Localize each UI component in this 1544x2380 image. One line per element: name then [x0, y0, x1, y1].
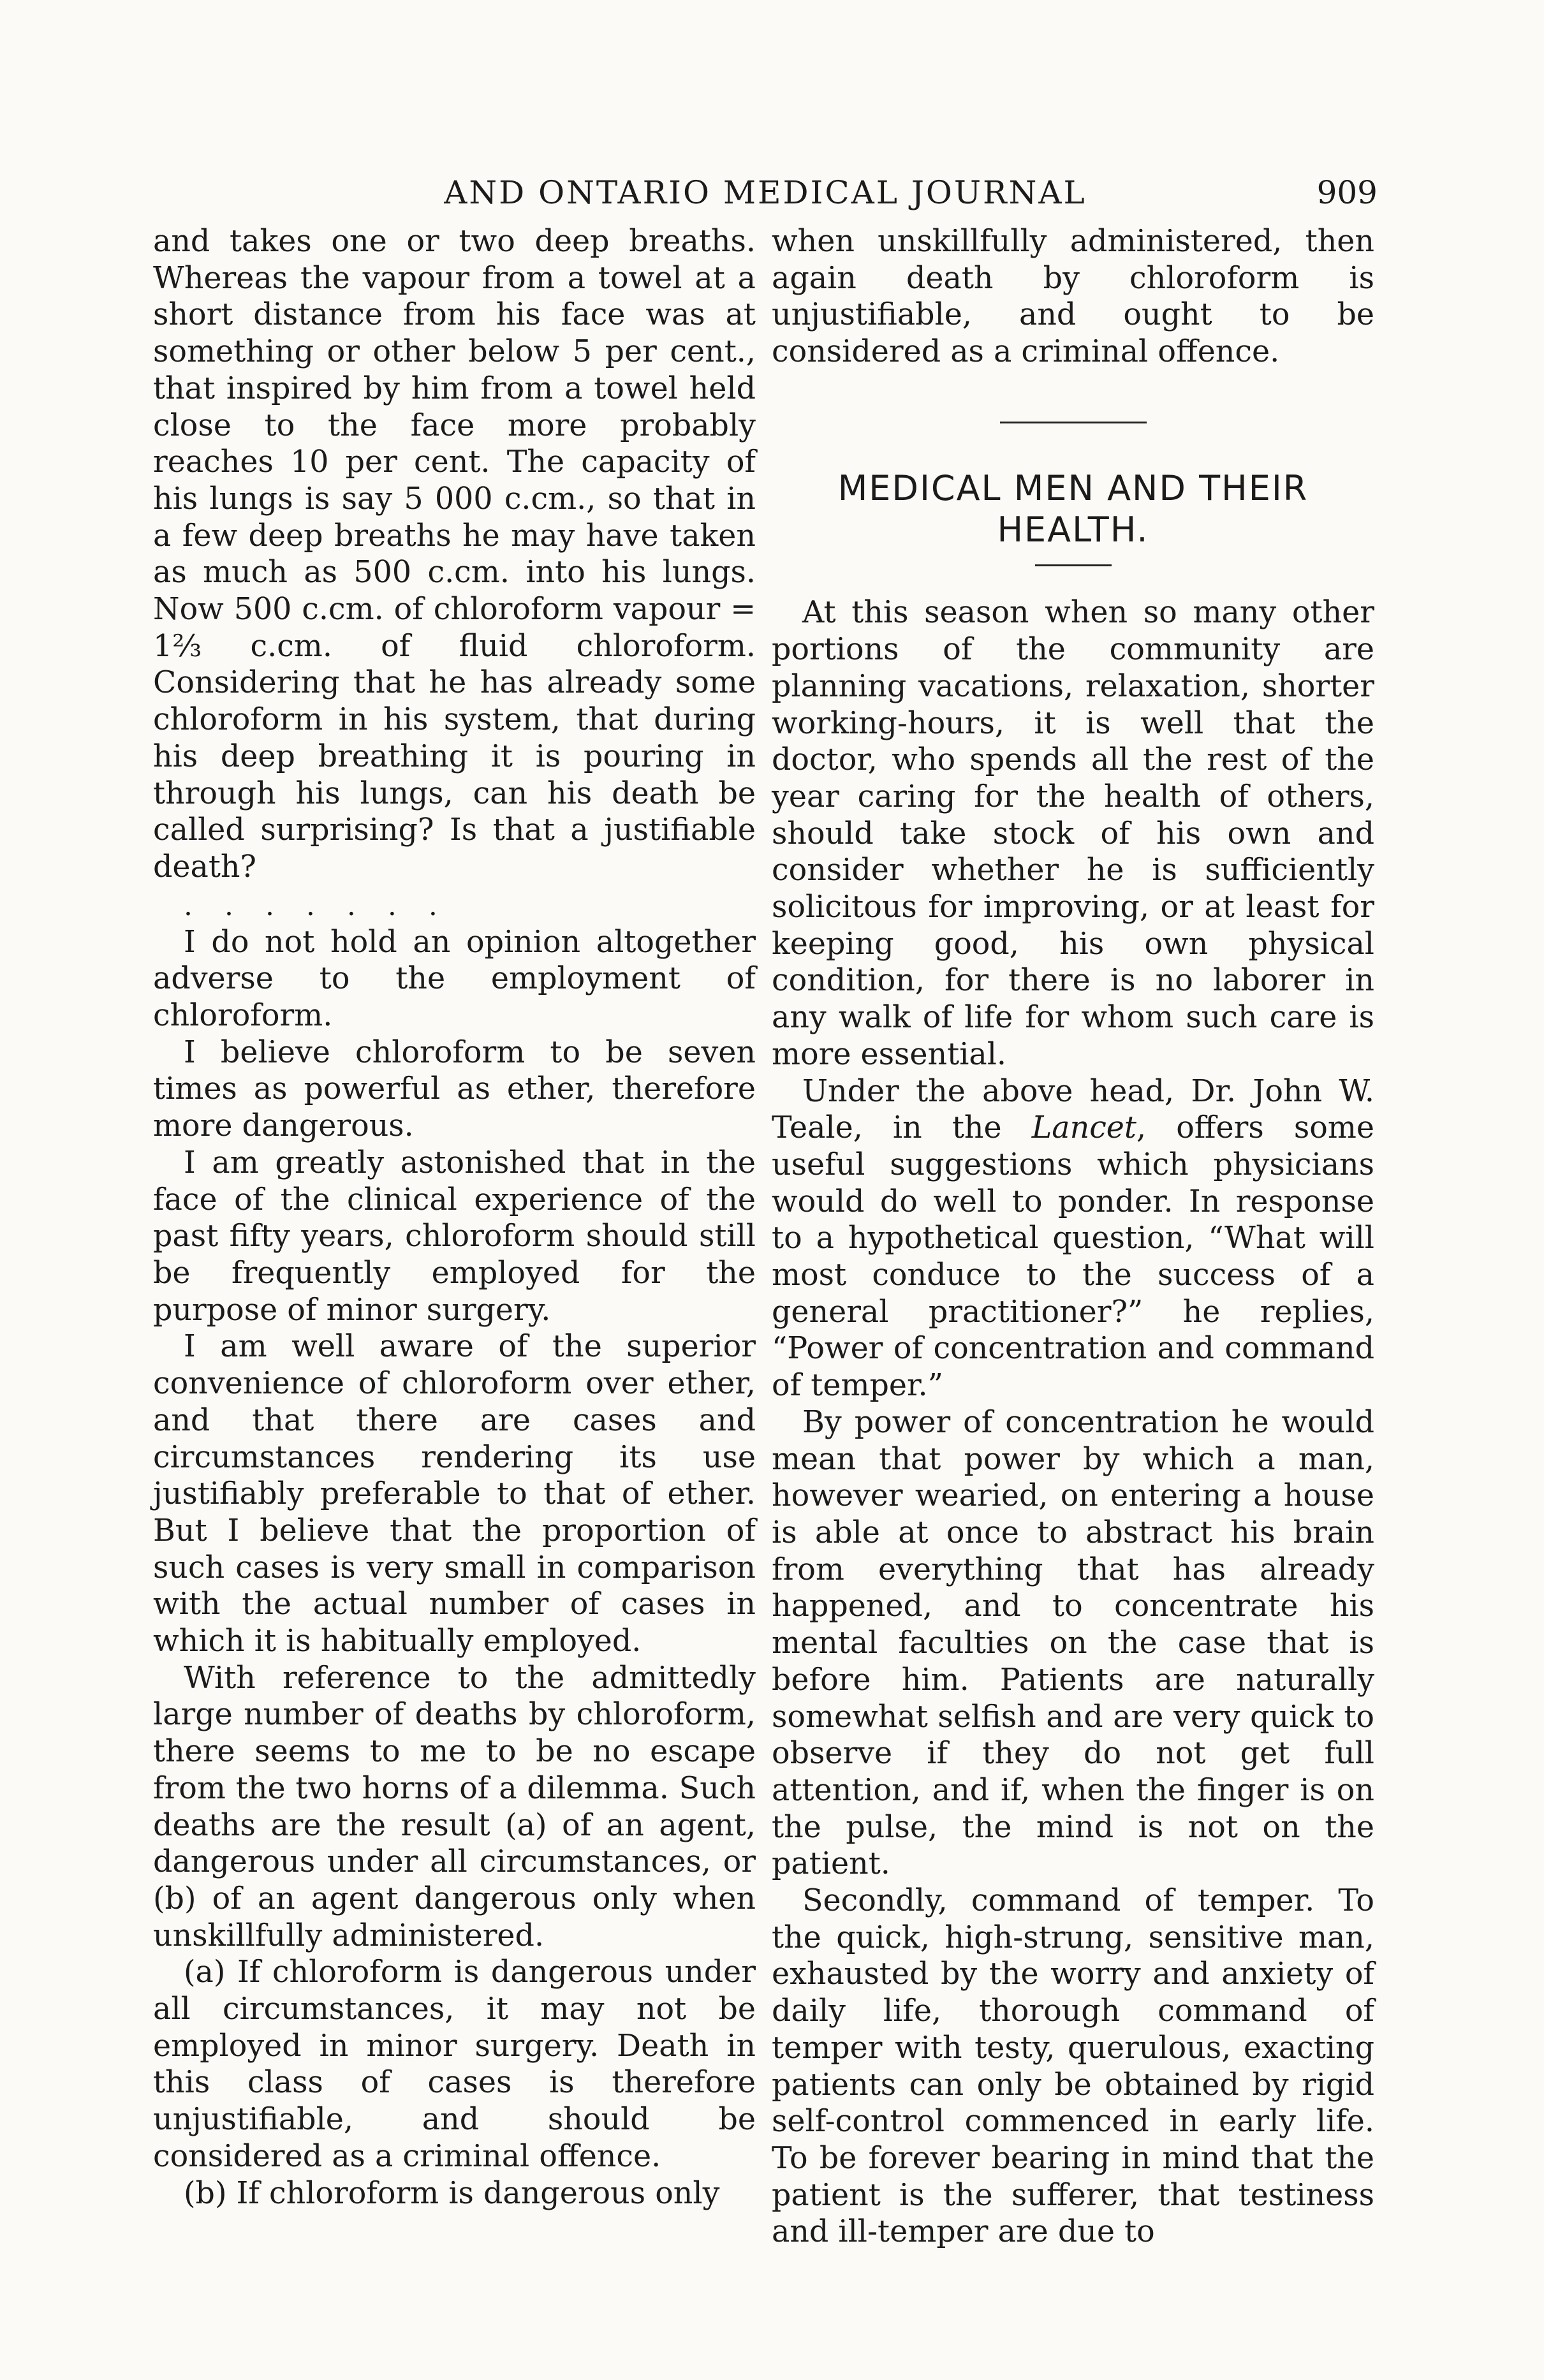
running-head: AND ONTARIO MEDICAL JOURNAL — [444, 174, 1087, 211]
paragraph: With reference to the admittedly large number of deaths by chloroform, there seems to me to be no escape from the two horns of a dilemma. Such deaths are the result (a) of an agent, dangerous under all circumstances, or (b) of an agent dangerous only when unskillfully administered. — [153, 1660, 756, 1953]
section-title-line-1: MEDICAL MEN AND THEIR — [837, 467, 1309, 508]
paragraph: I do not hold an opinion altogether adverse to the employment of chloroform. — [153, 924, 756, 1034]
text-run: Under the above head, Dr. John W. Teale, in the — [772, 1073, 1374, 1146]
paragraph: I am well aware of the superior convenience of chloroform over ether, and that there are cases and circumstances rendering its use justifiably preferable to that of ether. But I believe that the proportion of such cases is very small in comparison with the actual number of cases in which it is habitually employed. — [153, 1329, 756, 1659]
paragraph: Secondly, command of temper. To the quick, high-strung, sensitive man, exhausted by the worry and anxiety of daily life, thorough command of temper with testy, querulous, exacting patients can only be obtained by rigid self-control commenced in early life. To be forever bearing in mind that the patient is the sufferer, that testiness and ill-temper are due to — [772, 1883, 1374, 2250]
section-title — [772, 468, 1374, 551]
ellipsis-divider: . . . . . . . — [184, 889, 449, 922]
paragraph: At this season when so many other portions of the community are planning vacations, relaxation, shorter working-hours, it is well that the doctor, who spends all the rest of the year caring for the health of others, should take stock of his own and consider whether he is sufficiently solicitous for improving, or at least for keeping good, his own physical condition, for there is no laborer in any walk of life for whom such care is more essential. — [772, 595, 1374, 1072]
paragraph: I believe chloroform to be seven times as powerful as ether, therefore more dangerous. — [153, 1034, 756, 1144]
paragraph: By power of concentration he would mean that power by which a man, however wearied, on entering a house is able at once to abstract his brain from everything that has already happened, and to concentrate his mental faculties on the case that is before him. Patients are naturally somewhat selfish and are very quick to observe if they do not get full attention, and if, when the finger is on the pulse, the mind is not on the patient. — [772, 1404, 1374, 1882]
paragraph: when unskillfully administered, then again death by chloroform is unjustifiable, and ought to be considered as a criminal offence. — [772, 224, 1374, 370]
paragraph: and takes one or two deep breaths. Whereas the vapour from a towel at a short distance from his face was at something or other below 5 per cent., that inspired by him from a towel held close to the face more probably reaches 10 per cent. The capacity of his lungs is say 5 000 c.cm., so that in a few deep breaths he may have taken as much as 500 c.cm. into his lungs. Now 500 c.cm. of chloroform vapour = 1⅔ c.cm. of fluid chloroform. Considering that he has already some chloroform in his system, that during his deep breathing it is pouring in through his lungs, can his death be called surprising? Is that a justifiable death? — [153, 224, 756, 885]
paragraph — [772, 1073, 1374, 1404]
journal-title: Lancet — [1031, 1110, 1136, 1146]
section-title-line-2: HEALTH. — [997, 509, 1149, 550]
right-column — [772, 223, 1374, 2251]
paragraph: I am greatly astonished that in the face of the clinical experience of the past fifty years, chloroform should still be frequently employed for the purpose of minor surgery. — [153, 1145, 756, 1328]
text-run: , offers some useful suggestions which physicians would do well to ponder. In response to a hypothetical question, “What will most conduce to the success of a general practitioner?” he replies, “Power of concentration and command of temper.” — [772, 1110, 1374, 1404]
paragraph: (b) If chloroform is dangerous only — [184, 2175, 720, 2211]
page-number: 909 — [1316, 174, 1378, 211]
page-header — [153, 167, 1378, 218]
left-column — [153, 223, 756, 2212]
title-underline — [1035, 564, 1112, 566]
section-divider — [1000, 422, 1147, 423]
paragraph: (a) If chloroform is dangerous under all circumstances, it may not be employed in minor surgery. Death in this class of cases is therefore unjustifiable, and should be considered as a criminal offence. — [153, 1955, 756, 2174]
